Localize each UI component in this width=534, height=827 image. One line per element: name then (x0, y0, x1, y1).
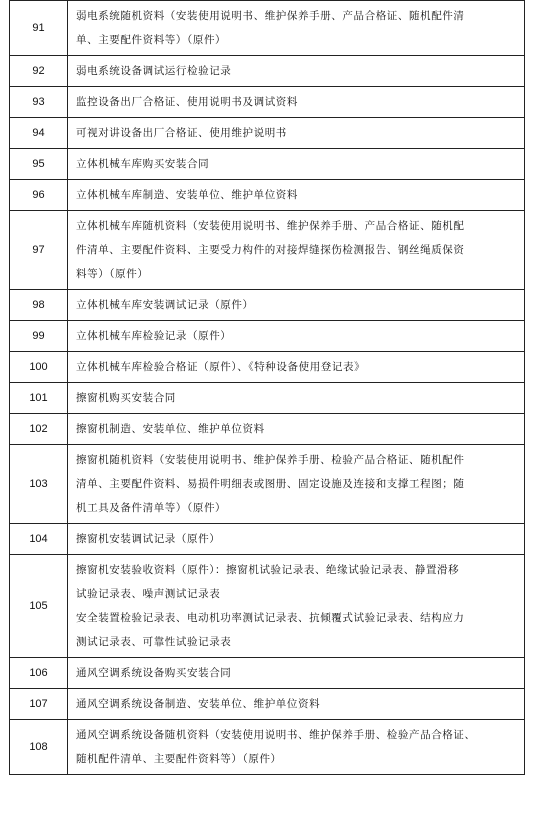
table-row (10, 118, 525, 149)
description-line: 擦窗机安装验收资料（原件）：擦窗机试验记录表、绝缘试验记录表、静置滑移 (76, 564, 460, 576)
row-description (68, 56, 525, 87)
table-row (10, 290, 525, 321)
table-row (10, 689, 525, 720)
description-line: 可视对讲设备出厂合格证、使用维护说明书 (76, 127, 287, 139)
row-number: 108 (10, 720, 68, 775)
description-line: 机工具及备件清单等）（原件） (76, 502, 227, 514)
description-line: 通风空调系统设备购买安装合同 (76, 667, 232, 679)
row-description (68, 689, 525, 720)
table-row (10, 180, 525, 211)
description-line: 监控设备出厂合格证、使用说明书及调试资料 (76, 96, 298, 108)
table-row (10, 321, 525, 352)
row-number: 100 (10, 352, 68, 383)
row-number: 105 (10, 555, 68, 658)
table-row (10, 87, 525, 118)
table-row (10, 56, 525, 87)
row-description (68, 414, 525, 445)
row-number: 104 (10, 524, 68, 555)
row-number: 98 (10, 290, 68, 321)
description-line: 测试记录表、可靠性试验记录表 (76, 636, 232, 648)
row-number: 102 (10, 414, 68, 445)
description-line: 清单、主要配件资料、易损件明细表或图册、固定设施及连接和支撑工程图；随 (76, 478, 465, 490)
row-description (68, 524, 525, 555)
row-description (68, 211, 525, 290)
description-line: 弱电系统随机资料（安装使用说明书、维护保养手册、产品合格证、随机配件清 (76, 10, 465, 22)
description-line: 通风空调系统设备制造、安装单位、维护单位资料 (76, 698, 321, 710)
row-number: 96 (10, 180, 68, 211)
row-number: 106 (10, 658, 68, 689)
description-line: 擦窗机制造、安装单位、维护单位资料 (76, 423, 265, 435)
table-row (10, 524, 525, 555)
row-description (68, 87, 525, 118)
table-row (10, 211, 525, 290)
description-line: 擦窗机安装调试记录（原件） (76, 533, 221, 545)
table-row (10, 352, 525, 383)
description-line: 安全装置检验记录表、电动机功率测试记录表、抗倾覆式试验记录表、结构应力 (76, 612, 465, 624)
row-number: 97 (10, 211, 68, 290)
row-number: 103 (10, 445, 68, 524)
row-description (68, 658, 525, 689)
table-row (10, 414, 525, 445)
description-line: 立体机械车库制造、安装单位、维护单位资料 (76, 189, 298, 201)
row-number: 91 (10, 1, 68, 56)
row-description (68, 290, 525, 321)
table-row (10, 149, 525, 180)
table-row (10, 383, 525, 414)
document-table (9, 0, 525, 775)
row-description (68, 118, 525, 149)
row-number: 93 (10, 87, 68, 118)
row-number: 101 (10, 383, 68, 414)
row-number: 92 (10, 56, 68, 87)
row-number: 95 (10, 149, 68, 180)
description-line: 立体机械车库安装调试记录（原件） (76, 299, 254, 311)
row-description (68, 445, 525, 524)
table-row (10, 1, 525, 56)
table-row (10, 658, 525, 689)
table-row (10, 720, 525, 775)
row-description (68, 555, 525, 658)
description-line: 擦窗机购买安装合同 (76, 392, 176, 404)
row-description (68, 383, 525, 414)
description-line: 立体机械车库随机资料（安装使用说明书、维护保养手册、产品合格证、随机配 (76, 220, 465, 232)
description-line: 擦窗机随机资料（安装使用说明书、维护保养手册、检验产品合格证、随机配件 (76, 454, 465, 466)
description-line: 随机配件清单、主要配件资料等）（原件） (76, 753, 282, 765)
row-description (68, 352, 525, 383)
row-number: 94 (10, 118, 68, 149)
row-description (68, 1, 525, 56)
description-line: 立体机械车库购买安装合同 (76, 158, 210, 170)
description-line: 件清单、主要配件资料、主要受力构件的对接焊缝探伤检测报告、钢丝绳质保资 (76, 244, 465, 256)
row-number: 107 (10, 689, 68, 720)
row-description (68, 149, 525, 180)
row-description (68, 321, 525, 352)
row-description (68, 720, 525, 775)
description-line: 通风空调系统设备随机资料（安装使用说明书、维护保养手册、检验产品合格证、 (76, 729, 476, 741)
row-description (68, 180, 525, 211)
description-line: 立体机械车库检验合格证（原件）、《特种设备使用登记表》 (76, 361, 366, 373)
table-row (10, 555, 525, 658)
description-line: 弱电系统设备调试运行检验记录 (76, 65, 232, 77)
table-row (10, 445, 525, 524)
description-line: 试验记录表、噪声测试记录表 (76, 588, 221, 600)
row-number: 99 (10, 321, 68, 352)
description-line: 立体机械车库检验记录（原件） (76, 330, 232, 342)
description-line: 单、主要配件资料等）（原件） (76, 34, 227, 46)
description-line: 料等）（原件） (76, 268, 149, 280)
table-body (10, 1, 525, 775)
